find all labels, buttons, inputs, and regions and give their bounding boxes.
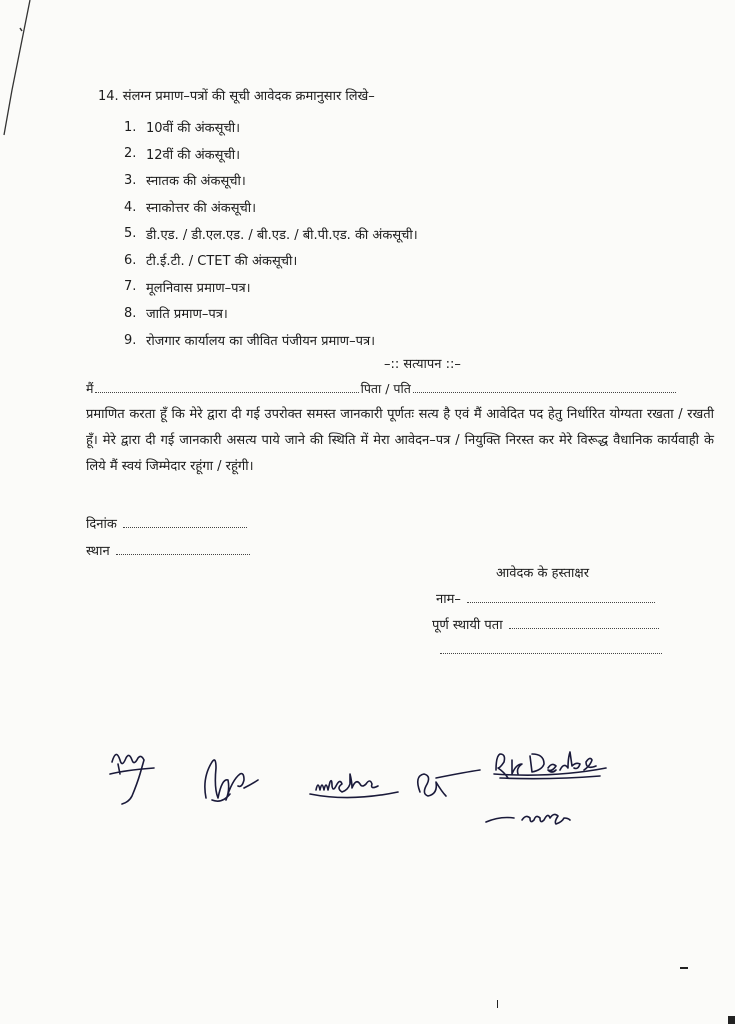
name-blank[interactable] bbox=[467, 590, 655, 603]
list-item: 1. 10वीं की अंकसूची। bbox=[124, 119, 241, 137]
signature-2 bbox=[205, 760, 258, 801]
list-item: 4. स्नाकोत्तर की अंकसूची। bbox=[124, 199, 257, 217]
signature-5 bbox=[494, 752, 606, 779]
place-label: स्थान bbox=[86, 544, 110, 559]
signature-6 bbox=[486, 814, 570, 824]
address-field bbox=[432, 615, 659, 633]
list-item: 6. टी.ई.टी. / CTET की अंकसूची। bbox=[124, 252, 298, 270]
date-label: दिनांक bbox=[86, 517, 117, 532]
declaration-text: प्रमाणित करता हूँ कि मेरे द्वारा दी गई उपरोक्त समस्त जानकारी पूर्णतः सत्य है एवं मैं आवेदित पद हेतु निर्धारित योग्यता रखता / रखती हूँ। मेरे द्वारा दी गई जानकारी असत्य पाये जाने की स्थिति में मेरा आवेदन–पत्र / नियुक्ति निरस्त कर मेरे विरूद्ध वैधानिक कार्यवाही के लिये मैं स्वयं जिम्मेदार रहूंगा / रहूंगी। bbox=[86, 407, 714, 474]
address-blank-2[interactable] bbox=[440, 641, 662, 654]
address-field-line2 bbox=[440, 641, 662, 654]
father-husband-name-blank[interactable] bbox=[413, 380, 676, 393]
date-blank[interactable] bbox=[123, 515, 247, 528]
name-field bbox=[436, 589, 655, 607]
declaration-name-line bbox=[86, 380, 678, 397]
scan-mark bbox=[728, 1016, 735, 1024]
list-item: 3. स्नातक की अंकसूची। bbox=[124, 172, 246, 190]
signature-1 bbox=[110, 754, 154, 804]
attachments-list bbox=[124, 114, 418, 353]
place-field bbox=[86, 541, 250, 559]
verification-title: –:: सत्यापन ::– bbox=[384, 357, 461, 372]
place-blank[interactable] bbox=[116, 542, 250, 555]
address-blank[interactable] bbox=[509, 616, 659, 629]
handwritten-signatures bbox=[0, 730, 735, 840]
applicant-signature-label: आवेदक के हस्ताक्षर bbox=[496, 566, 590, 581]
scan-edge-line bbox=[0, 0, 40, 140]
list-item: 9. रोजगार कार्यालय का जीवित पंजीयन प्रमाण–पत्र। bbox=[124, 332, 376, 350]
list-item: 7. मूलनिवास प्रमाण–पत्र। bbox=[124, 279, 251, 296]
list-item: 5. डी.एड. / डी.एल.एड. / बी.एड. / बी.पी.एड. की अंकसूची। bbox=[124, 226, 418, 243]
list-item: 8. जाति प्रमाण–पत्र। bbox=[124, 305, 228, 323]
declaration-prefix: मैं bbox=[86, 381, 94, 396]
address-label: पूर्ण स्थायी पता bbox=[432, 618, 503, 633]
signature-3 bbox=[310, 774, 398, 798]
attachments-heading: 14. संलग्न प्रमाण–पत्रों की सूची आवेदक क्रमानुसार लिखे– bbox=[98, 89, 375, 104]
signature-4 bbox=[418, 770, 480, 796]
applicant-name-blank[interactable] bbox=[95, 380, 358, 393]
date-field bbox=[86, 514, 247, 532]
scan-mark bbox=[680, 967, 688, 969]
list-item: 2. 12वीं की अंकसूची। bbox=[124, 146, 241, 163]
scan-mark bbox=[497, 1000, 498, 1008]
name-label: नाम– bbox=[436, 592, 461, 607]
father-husband-label: पिता / पति bbox=[360, 381, 411, 396]
